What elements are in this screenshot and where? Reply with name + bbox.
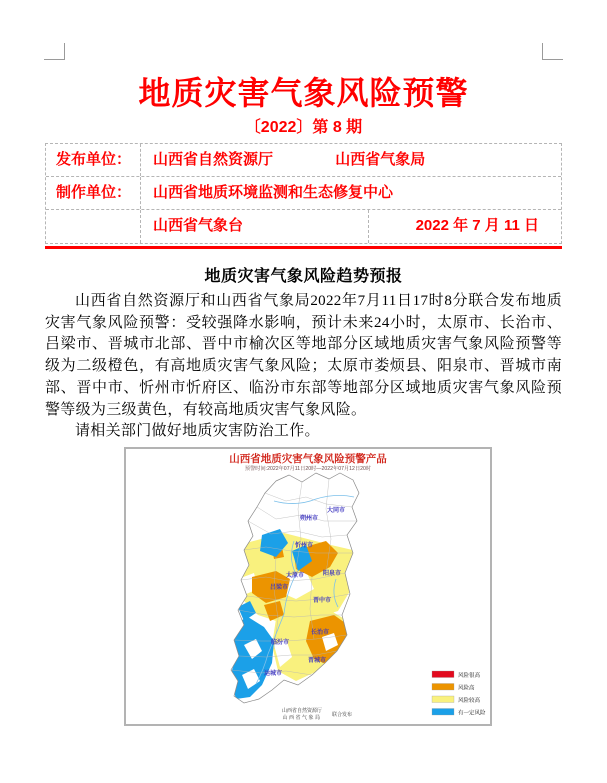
publisher-value	[141, 144, 561, 176]
city-label-yuncheng: 运城市	[263, 671, 283, 677]
publisher-agency-1: 山西省自然资源厅	[153, 151, 274, 168]
legend-swatch-some	[432, 709, 454, 716]
map-subtitle: 预警时间:2022年07月11日20时—2022年07月12日20时	[244, 466, 372, 472]
producer-label: 制作单位：	[46, 177, 141, 209]
city-label-datong: 大同市	[326, 508, 346, 514]
table-row-publisher	[46, 144, 561, 177]
risk-map-figure	[124, 447, 492, 726]
city-label-shuozhou: 朔州市	[299, 516, 319, 522]
legend-label-medium: 风险较高	[458, 698, 481, 704]
producer-value: 山西省地质环境监测和生态修复中心	[153, 184, 394, 201]
red-divider-line	[45, 246, 562, 249]
publisher-text-line2: 山西省气象局	[282, 715, 322, 721]
city-label-xinzhou: 忻州市	[294, 543, 314, 549]
city-label-jinzhong: 晋中市	[312, 598, 332, 604]
issue-number: 〔2022〕第 8 期	[244, 119, 363, 136]
shanxi-risk-map	[126, 449, 490, 724]
publisher-text-suffix: 联合发布	[332, 712, 353, 718]
city-label-lvliang: 吕梁市	[269, 585, 289, 591]
table-row-producer	[46, 177, 561, 210]
legend-swatch-high	[432, 684, 454, 691]
forecast-heading: 地质灾害气象风险趋势预报	[204, 268, 403, 285]
margin-corner-mark-right	[542, 43, 563, 60]
map-title: 山西省地质灾害气象风险预警产品	[229, 453, 387, 465]
forecast-paragraph-2: 请相关部门做好地质灾害防治工作。	[75, 423, 320, 440]
info-table	[45, 143, 562, 244]
city-label-linfen: 临汾市	[270, 640, 290, 646]
legend-label-very-high: 风险很高	[458, 673, 481, 679]
publisher-text-line1: 山西省自然资源厅	[281, 708, 323, 714]
empty-cell	[46, 210, 141, 243]
observatory-value: 山西省气象台	[141, 210, 369, 243]
legend-swatch-medium	[432, 696, 454, 703]
forecast-body	[45, 291, 562, 443]
legend-label-some: 有一定风险	[458, 710, 486, 717]
legend-swatch-very-high	[432, 671, 454, 678]
legend-label-high: 风险高	[458, 685, 475, 692]
table-row-date	[46, 210, 561, 243]
forecast-paragraph-1: 山西省自然资源厅和山西省气象局2022年7月11日17时8分联合发布地质灾害气象风险预警：受较强降水影响，预计未来24小时，太原市、长治市、吕梁市、晋城市北部、晋中市榆次区等地部分区域地质灾害气象风险预警等级为二级橙色，有高地质灾害气象风险；太原市娄烦县、阳泉市、晋城市南部、晋中市、忻州市忻府区、临汾市东部等地部分区域地质灾害气象风险预警等级为三级黄色，有较高地质灾害气象风险。	[45, 293, 562, 418]
issue-date: 2022 年 7 月 11 日	[415, 217, 539, 234]
city-label-yangquan: 阳泉市	[322, 571, 342, 577]
city-label-changzhi: 长治市	[310, 630, 330, 636]
city-label-jincheng: 晋城市	[307, 658, 327, 664]
page-title: 地质灾害气象风险预警	[138, 75, 469, 111]
margin-corner-mark-left	[44, 43, 65, 60]
publisher-label: 发布单位：	[46, 144, 141, 176]
city-label-taiyuan: 太原市	[285, 573, 305, 579]
map-legend	[432, 671, 486, 717]
map-publisher	[282, 707, 352, 721]
publisher-agency-2: 山西省气象局	[335, 151, 426, 168]
